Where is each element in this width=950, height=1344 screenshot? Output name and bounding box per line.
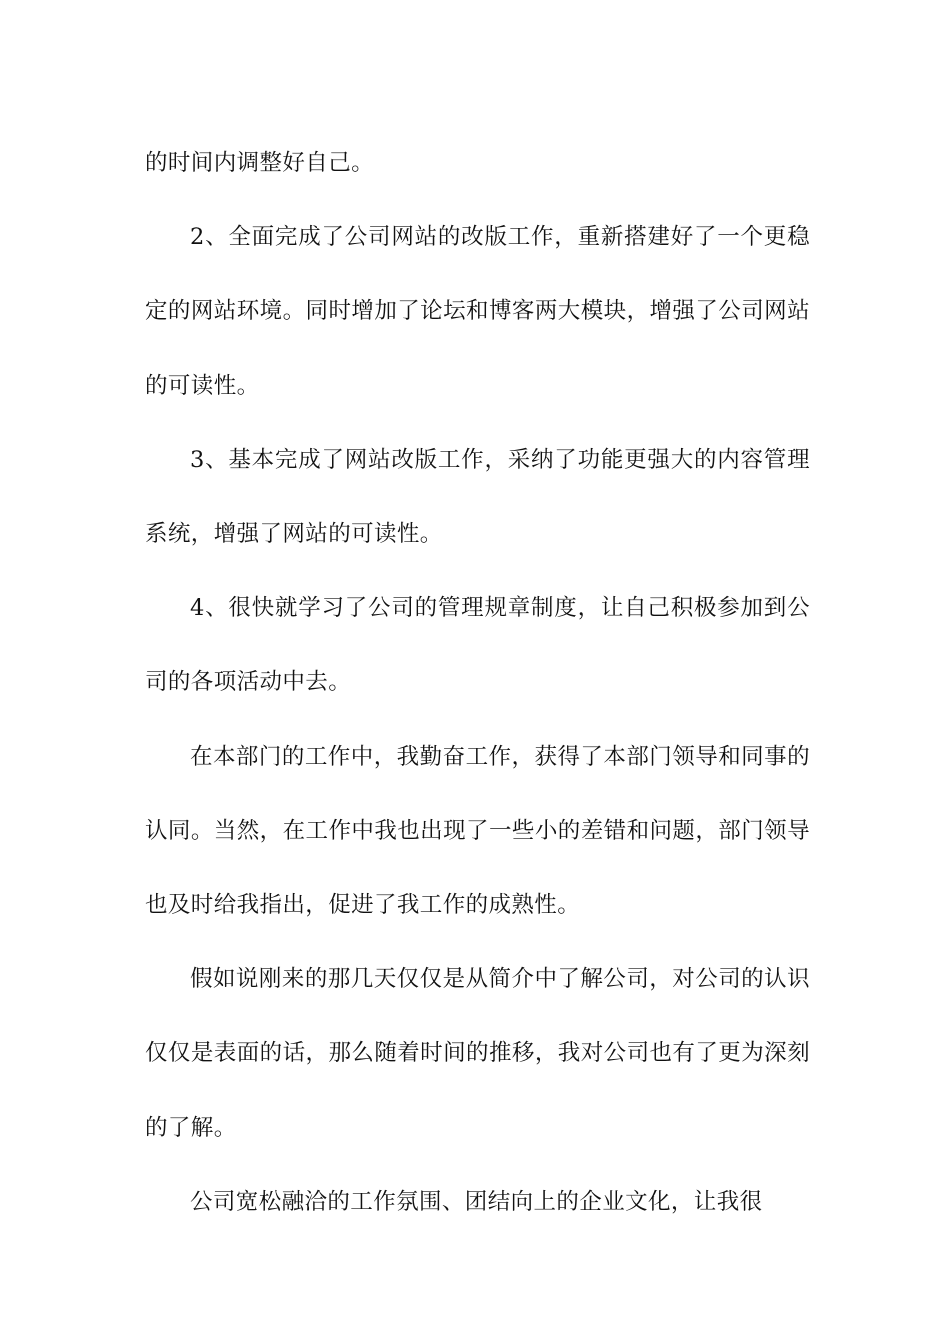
paragraph-7: 公司宽松融洽的工作氛围、团结向上的企业文化，让我很 xyxy=(190,1188,763,1215)
document-body xyxy=(145,126,810,1239)
paragraph-4: 4、很快就学习了公司的管理规章制度，让自己积极参加到公司的各项活动中去。 xyxy=(145,595,810,696)
paragraph-5: 在本部门的工作中，我勤奋工作，获得了本部门领导和同事的认同。当然，在工作中我也出现了一些小的差错和问题，部门领导也及时给我指出，促进了我工作的成熟性。 xyxy=(145,743,810,919)
paragraph-2: 2、全面完成了公司网站的改版工作，重新搭建好了一个更稳定的网站环境。同时增加了论坛和博客两大模块，增强了公司网站的可读性。 xyxy=(145,224,810,399)
paragraph-6: 假如说刚来的那几天仅仅是从简介中了解公司，对公司的认识仅仅是表面的话，那么随着时间的推移，我对公司也有了更为深刻的了解。 xyxy=(145,966,810,1141)
paragraph-3: 3、基本完成了网站改版工作，采纳了功能更强大的内容管理系统，增强了网站的可读性。 xyxy=(145,446,810,548)
paragraph-1: 的时间内调整好自己。 xyxy=(145,150,375,176)
